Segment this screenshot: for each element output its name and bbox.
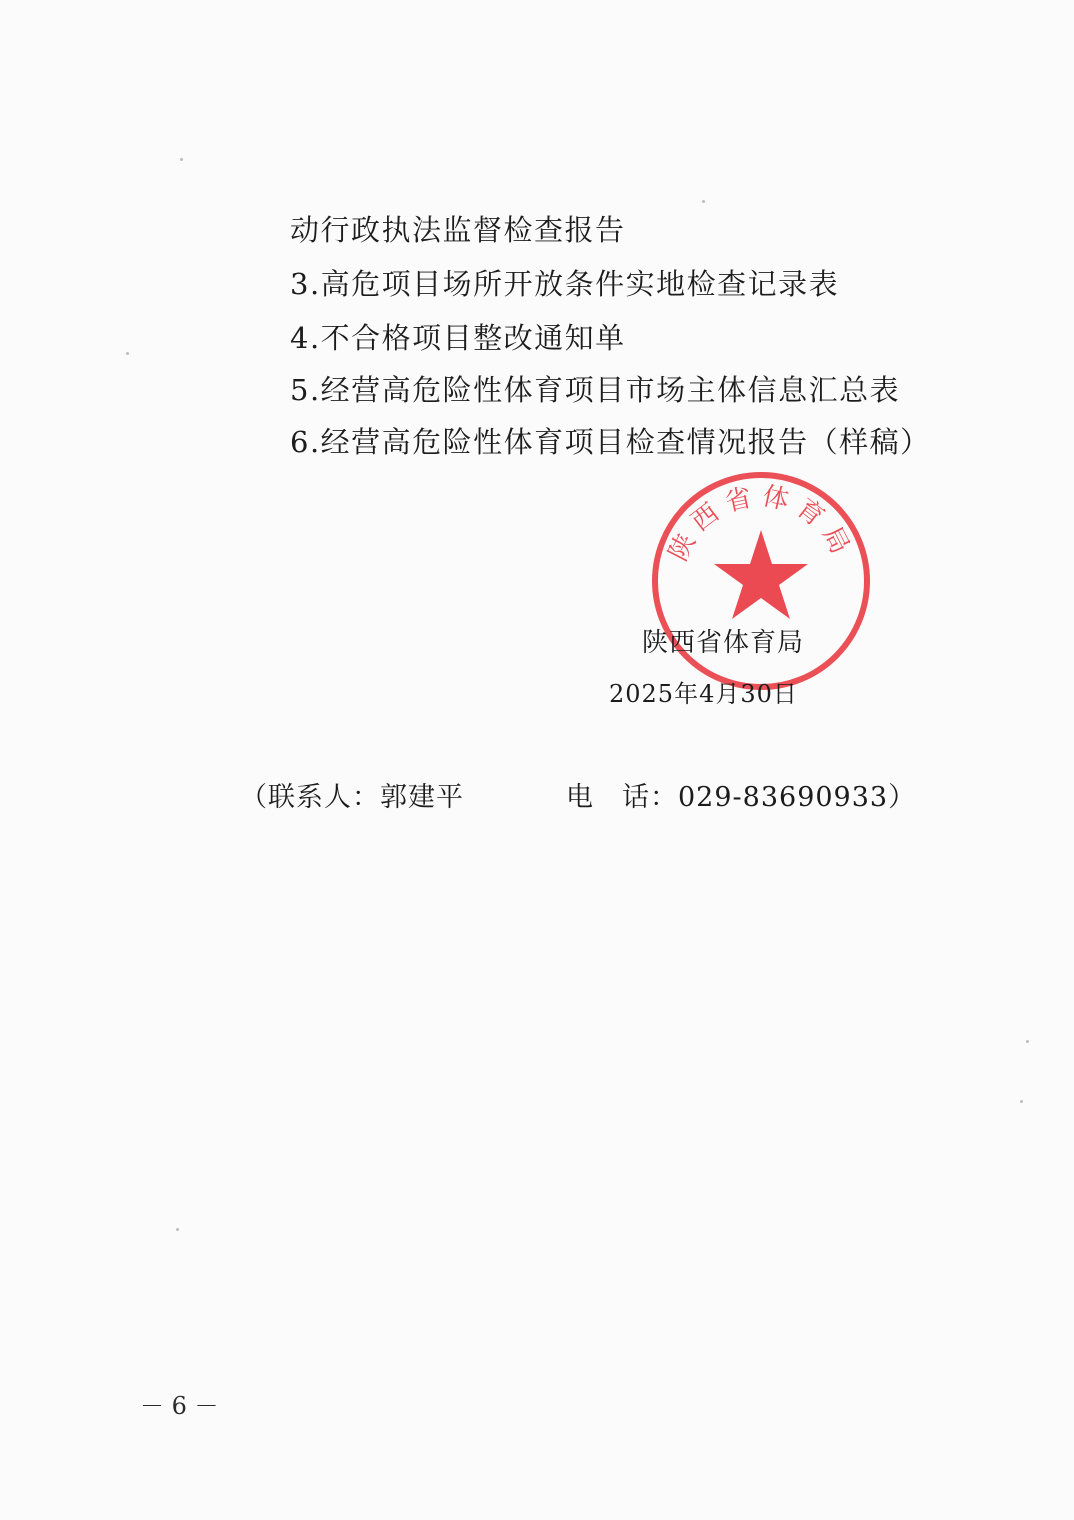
attachment-line-4: 5.经营高危险性体育项目市场主体信息汇总表: [290, 373, 901, 407]
attachment-line-1: 动行政执法监督检查报告: [290, 213, 626, 247]
attachment-line-5: 6.经营高危险性体育项目检查情况报告（样稿）: [290, 425, 931, 459]
scan-speck: [1026, 1040, 1029, 1043]
scan-speck: [1020, 1100, 1023, 1103]
scan-speck: [176, 1228, 179, 1231]
contact-person: （联系人：郭建平: [240, 782, 464, 813]
scan-speck: [702, 200, 705, 203]
scan-speck: [180, 158, 183, 161]
attachment-line-2: 3.高危项目场所开放条件实地检查记录表: [290, 267, 840, 301]
attachment-line-3: 4.不合格项目整改通知单: [290, 321, 626, 355]
contact-phone: 电 话：029-83690933）: [566, 782, 917, 813]
issuing-organization: 陕西省体育局: [642, 628, 805, 658]
page-number: － 6 －: [140, 1392, 219, 1420]
svg-text:陕西省体育局: 陕西省体育局: [663, 481, 859, 566]
issue-date: 2025年4月30日: [609, 680, 798, 708]
scan-speck: [126, 352, 129, 355]
official-seal-icon: [648, 468, 874, 694]
